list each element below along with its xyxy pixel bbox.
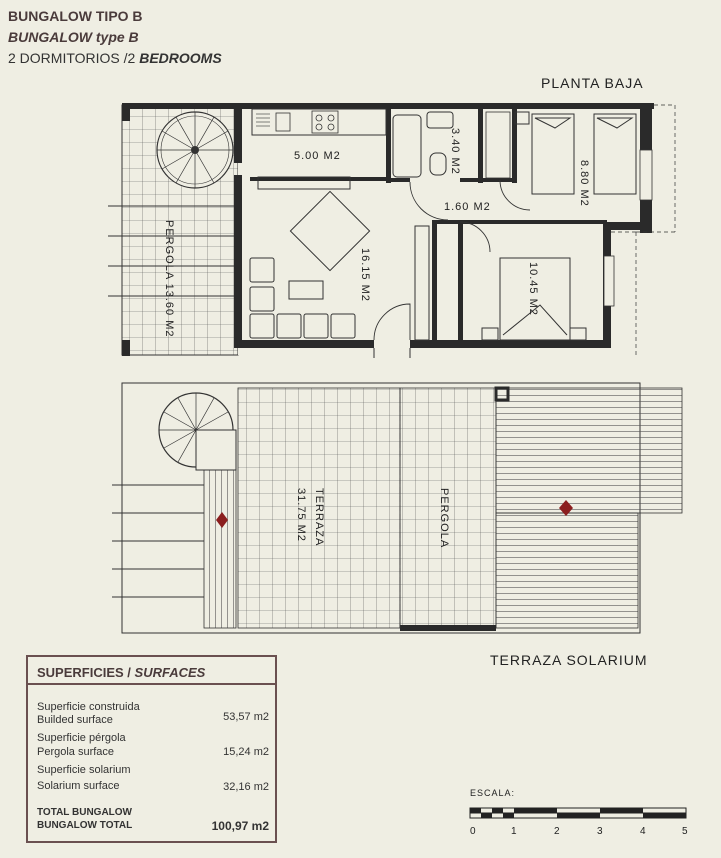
total-label-es: TOTAL BUNGALOW <box>37 807 132 818</box>
surfaces-heading-es: SUPERFICIES / <box>37 665 135 680</box>
pergola-surface-es: Superficie pérgola <box>37 732 126 744</box>
scale-tick: 0 <box>470 826 476 837</box>
scale-tick: 2 <box>554 826 560 837</box>
bedroom1-area-label: 8.80 M2 <box>578 160 590 207</box>
terrace-name-label: TERRAZA <box>313 488 325 547</box>
solarium-label: TERRAZA SOLARIUM <box>490 652 648 668</box>
surfaces-table <box>26 655 277 843</box>
pergola-top-label: PERGOLA <box>438 488 450 549</box>
ground-floor-label: PLANTA BAJA <box>541 75 644 91</box>
bedroom2-area-label: 10.45 M2 <box>527 262 539 316</box>
solarium-surface-en: Solarium surface <box>37 780 120 792</box>
hall-area-label: 1.60 M2 <box>444 201 491 213</box>
terrace-area-label: 31.75 M2 <box>295 488 307 542</box>
pergola-surface-value: 15,24 m2 <box>223 746 269 758</box>
scale-tick: 4 <box>640 826 646 837</box>
page-title: BUNGALOW TIPO B <box>8 8 143 24</box>
solarium-plan <box>112 383 682 633</box>
total-value: 100,97 m2 <box>211 819 269 833</box>
surfaces-heading <box>28 657 275 685</box>
scale-tick: 5 <box>682 826 688 837</box>
built-surface-value: 53,57 m2 <box>223 711 269 723</box>
built-surface-en: Builded surface <box>37 714 113 726</box>
scale-tick: 1 <box>511 826 517 837</box>
solarium-beams <box>112 485 204 597</box>
pergola-surface-en: Pergola surface <box>37 746 115 758</box>
kitchen-area-label: 5.00 M2 <box>294 150 341 162</box>
scale-bar <box>470 808 686 818</box>
surfaces-heading-en: SURFACES <box>134 665 206 680</box>
solarium-stair <box>159 393 236 470</box>
built-surface-es: Superficie construida <box>37 701 140 713</box>
total-label-en: BUNGALOW TOTAL <box>37 820 133 831</box>
bedrooms-en: BEDROOMS <box>139 50 222 66</box>
solarium-surface-value: 32,16 m2 <box>223 781 269 793</box>
scale-label: ESCALA: <box>470 788 516 798</box>
living-area-label: 16.15 M2 <box>359 248 371 302</box>
bath-area-label: 3.40 M2 <box>449 128 461 175</box>
page-subtitle: BUNGALOW type B <box>8 29 139 45</box>
bedrooms-es: 2 DORMITORIOS /2 <box>8 50 140 66</box>
ground-floor-plan <box>108 103 675 358</box>
spiral-stair <box>157 112 233 188</box>
solarium-surface-es: Superficie solarium <box>37 764 131 776</box>
scale-tick: 3 <box>597 826 603 837</box>
pergola-ground-label: PERGOLA 13.60 M2 <box>163 220 175 338</box>
